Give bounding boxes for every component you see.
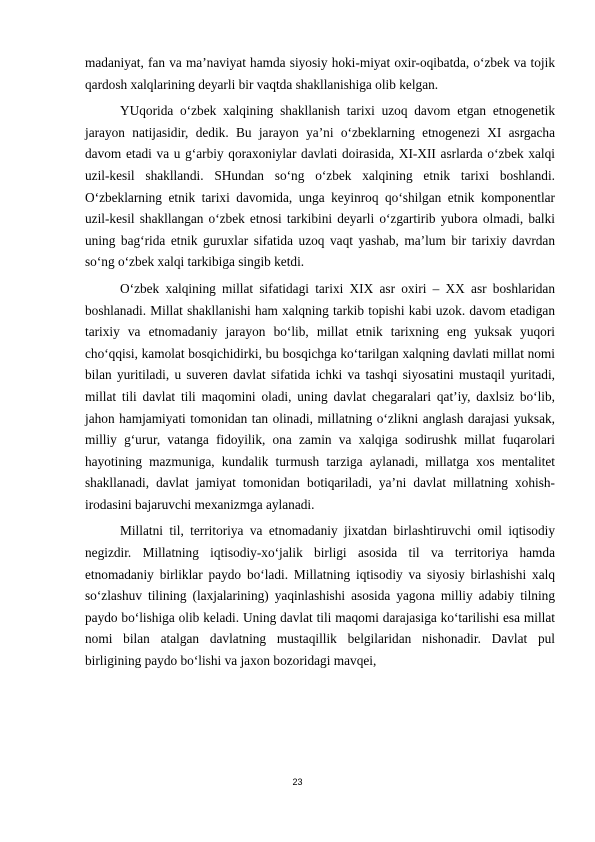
paragraph-3: O‘zbek xalqining millat sifatidagi tarixi XIX asr oxiri – XX asr boshlaridan boshlanadi. Millat shakllanishi ham xalqning tarkib topishi kabi uzok. davom etadigan tarixiy va etnomadaniy jarayon bo‘lib, millat etnik tarixning eng yuksak yuqori cho‘qqisi, kamolat bosqichidirki, bu bosqichga ko‘tarilgan xalqning davlati millat nomi bilan yuritiladi, u suveren davlat sifatida ichki va tashqi siyosatini mustaqil yuritadi, millat tili davlat tili maqomini oladi, uning davlat chegaralari qat’iy, daxlsiz bo‘lib, jahon hamjamiyati tomonidan tan olinadi, millatning o‘zlikni anglash darajasi yuksak, milliy g‘urur, vatanga fidoyilik, ona zamin va xalqiga sodirushk millat fuqarolari hayotining mazmuniga, kundalik turmush tarziga aylanadi, millatga xos mentalitet shakllanadi, davlat jamiyat tomonidan botiqariladi, ya’ni davlat millatning xohish-irodasini bajaruvchi mexanizmga aylanadi.: [85, 280, 555, 512]
paragraph-1: madaniyat, fan va ma’naviyat hamda siyosiy hoki-miyat oxir-oqibatda, o‘zbek va tojik qardosh xalqlarining deyarli bir vaqtda shakllanishiga olib kelgan.: [85, 55, 555, 92]
paragraph-2: YUqorida o‘zbek xalqining shakllanish tarixi uzoq davom etgan etnogenetik jarayon natijasidir, dedik. Bu jarayon ya’ni o‘zbeklarning etnogenezi XI asrgacha davom etadi va u g‘arbiy qoraxoniylar davlati doirasida, XI-XII asrlarda o‘zbek xalqi uzil-kesil shakllandi. SHundan so‘ng o‘zbek xalqining etnik tarixi boshlandi. O‘zbeklarning etnik tarixi davomida, unga keyinroq qo‘shilgan etnik komponentlar uzil-kesil shakllangan o‘zbek etnosi tarkibini deyarli o‘zgartirib yubora olmadi, balki uning bag‘rida etnik guruxlar sifatida uzoq vaqt yashab, ma’lum bir tarixiy davrdan so‘ng o‘zbek xalqi tarkibiga singib ketdi.: [85, 103, 555, 270]
paragraph-4: Millatni til, territoriya va etnomadaniy jixatdan birlashtiruvchi omil iqtisodiy negizdir. Millatning iqtisodiy-xo‘jalik birligi asosida til va territoriya hamda etnomadaniy birliklar paydo bo‘ladi. Millatning iqtisodiy va siyosiy birlashishi xalq so‘zlashuv tilining (laxjalarining) yaqinlashishi asosida yagona milliy adabiy tilning paydo bo‘lishiga olib keladi. Uning davlat tili maqomi darajasiga ko‘tarilishi esa millat nomi bilan atalgan davlatning mustaqillik belgilaridan nishonadir. Davlat pul birligining paydo bo‘lishi va jaxon bozoridagi mavqei,: [85, 523, 555, 669]
page-body: [85, 52, 555, 672]
page-number: 23: [292, 777, 303, 787]
